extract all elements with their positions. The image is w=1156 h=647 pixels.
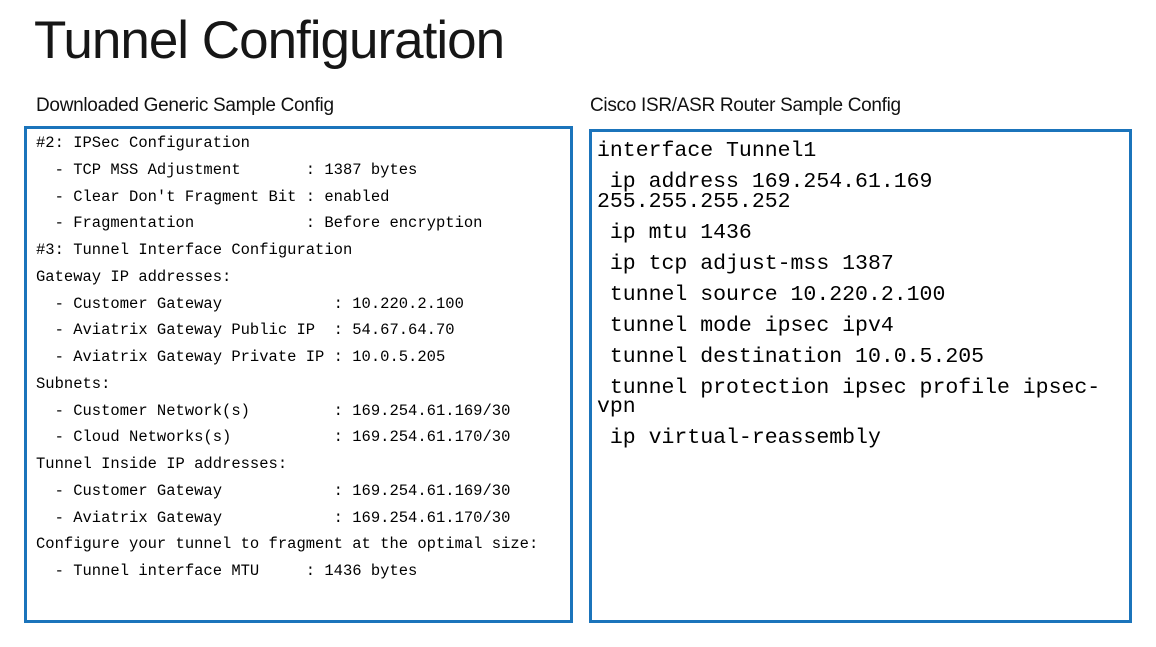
config-row: tunnel destination 10.0.5.205 bbox=[597, 344, 985, 369]
config-line: - Tunnel interface MTU : 1436 bytes bbox=[36, 562, 418, 580]
config-row: tunnel source 10.220.2.100 bbox=[597, 282, 946, 307]
config-row: ip virtual-reassembly bbox=[597, 426, 881, 450]
config-line: - Customer Gateway : 10.220.2.100 bbox=[36, 294, 464, 313]
config-line: Gateway IP addresses: bbox=[36, 267, 232, 286]
config-row: ip mtu 1436 bbox=[597, 220, 752, 245]
config-paragraph bbox=[597, 426, 1125, 450]
config-row: 255.255.255.252 bbox=[597, 189, 791, 214]
config-row: vpn bbox=[597, 395, 636, 419]
config-row: ip address 169.254.61.169 bbox=[597, 170, 933, 194]
config-row: tunnel protection ipsec profile ipsec- bbox=[597, 375, 1101, 400]
cisco-sample-config-box bbox=[589, 129, 1132, 623]
config-line: - TCP MSS Adjustment : 1387 bytes bbox=[36, 160, 418, 179]
config-paragraph bbox=[597, 220, 1125, 245]
config-paragraph bbox=[597, 139, 1125, 163]
config-row: ip tcp adjust-mss 1387 bbox=[597, 251, 894, 276]
left-panel-heading: Downloaded Generic Sample Config bbox=[36, 95, 334, 116]
config-line: - Customer Network(s) : 169.254.61.169/30 bbox=[36, 401, 511, 420]
config-line: Configure your tunnel to fragment at the optimal size: bbox=[36, 535, 539, 554]
config-line: - Aviatrix Gateway : 169.254.61.170/30 bbox=[36, 508, 511, 527]
config-line: - Fragmentation : Before encryption bbox=[36, 214, 483, 233]
config-paragraph bbox=[597, 375, 1125, 419]
slide-title: Tunnel Configuration bbox=[34, 11, 505, 70]
config-line: #2: IPSec Configuration bbox=[36, 134, 250, 152]
generic-sample-config-box bbox=[24, 126, 573, 623]
config-paragraph bbox=[597, 282, 1125, 307]
config-paragraph bbox=[597, 313, 1125, 338]
config-line: - Aviatrix Gateway Private IP : 10.0.5.205 bbox=[36, 348, 446, 366]
config-paragraph bbox=[597, 344, 1125, 369]
config-line: Subnets: bbox=[36, 374, 111, 393]
config-line: Tunnel Inside IP addresses: bbox=[36, 455, 288, 473]
config-line: - Aviatrix Gateway Public IP : 54.67.64.70 bbox=[36, 321, 455, 340]
config-row: tunnel mode ipsec ipv4 bbox=[597, 313, 894, 338]
config-line: - Clear Don't Fragment Bit : enabled bbox=[36, 187, 390, 206]
config-line: - Cloud Networks(s) : 169.254.61.170/30 bbox=[36, 428, 511, 447]
config-row: interface Tunnel1 bbox=[597, 139, 817, 163]
right-panel-heading: Cisco ISR/ASR Router Sample Config bbox=[590, 95, 901, 116]
config-line: - Customer Gateway : 169.254.61.169/30 bbox=[36, 481, 511, 500]
config-paragraph bbox=[597, 251, 1125, 276]
config-line: #3: Tunnel Interface Configuration bbox=[36, 241, 353, 259]
config-paragraph bbox=[597, 170, 1125, 214]
